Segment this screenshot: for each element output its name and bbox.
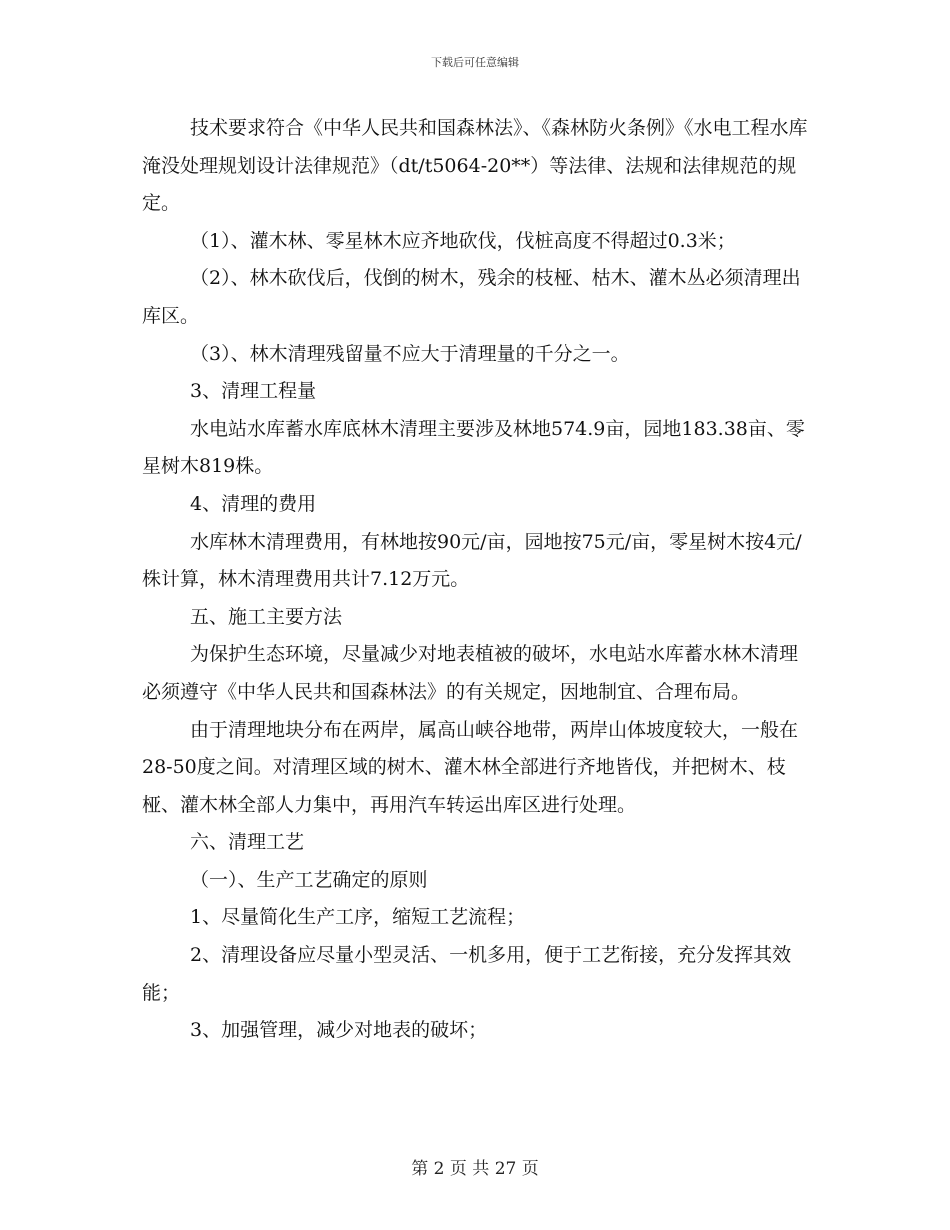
page-header: 下载后可任意编辑 xyxy=(431,56,519,69)
paragraph-terrain: 由于清理地块分布在两岸，属高山峡谷地带，两岸山体坡度较大，一般在28-50度之间。对清理区域的树木、灌木林全部进行齐地皆伐，并把树木、枝桠、灌木林全部人力集中，再用汽车转运出库区进行处理。 xyxy=(142,718,799,816)
paragraph-ecology: 为保护生态环境，尽量减少对地表植被的破坏，水电站水库蓄水林木清理必须遵守《中华人民共和国森林法》的有关规定，因地制宜、合理布局。 xyxy=(142,643,799,703)
paragraph-clearing-cost: 水库林木清理费用，有林地按90元/亩，园地按75元/亩，零星树木按4元/株计算，林木清理费用共计7.12万元。 xyxy=(142,530,802,591)
principle-3: 3、加强管理，减少对地表的破坏； xyxy=(190,1019,488,1042)
paragraph-item-1: （1）、灌木林、零星林木应齐地砍伐，伐桩高度不得超过0.3米； xyxy=(190,229,736,252)
document-body xyxy=(142,110,812,1050)
heading-construction-methods: 五、施工主要方法 xyxy=(190,605,343,628)
heading-clearing-cost: 4、清理的费用 xyxy=(190,492,317,515)
paragraph-technical-requirements: 技术要求符合《中华人民共和国森林法》、《森林防火条例》《水电工程水库淹没处理规划设计法律规范》（dt/t5064-20**）等法律、法规和法律规范的规定。 xyxy=(142,117,808,215)
subheading-process-principles: （一）、生产工艺确定的原则 xyxy=(190,868,428,891)
paragraph-item-3: （3）、林木清理残留量不应大于清理量的千分之一。 xyxy=(190,342,630,365)
paragraph-item-2: （2）、林木砍伐后，伐倒的树木，残余的枝桠、枯木、灌木丛必须清理出库区。 xyxy=(142,267,801,327)
heading-clearing-process: 六、清理工艺 xyxy=(190,831,305,854)
page-number-footer: 第 2 页 共 27 页 xyxy=(411,1159,539,1179)
paragraph-clearing-quantity: 水电站水库蓄水库底林木清理主要涉及林地574.9亩，园地183.38亩、零星树木819株。 xyxy=(142,417,805,478)
principle-1: 1、尽量简化生产工序，缩短工艺流程； xyxy=(190,906,526,929)
principle-2: 2、清理设备应尽量小型灵活、一机多用，便于工艺衔接，充分发挥其效能； xyxy=(142,944,792,1004)
heading-clearing-quantity: 3、清理工程量 xyxy=(190,380,317,403)
